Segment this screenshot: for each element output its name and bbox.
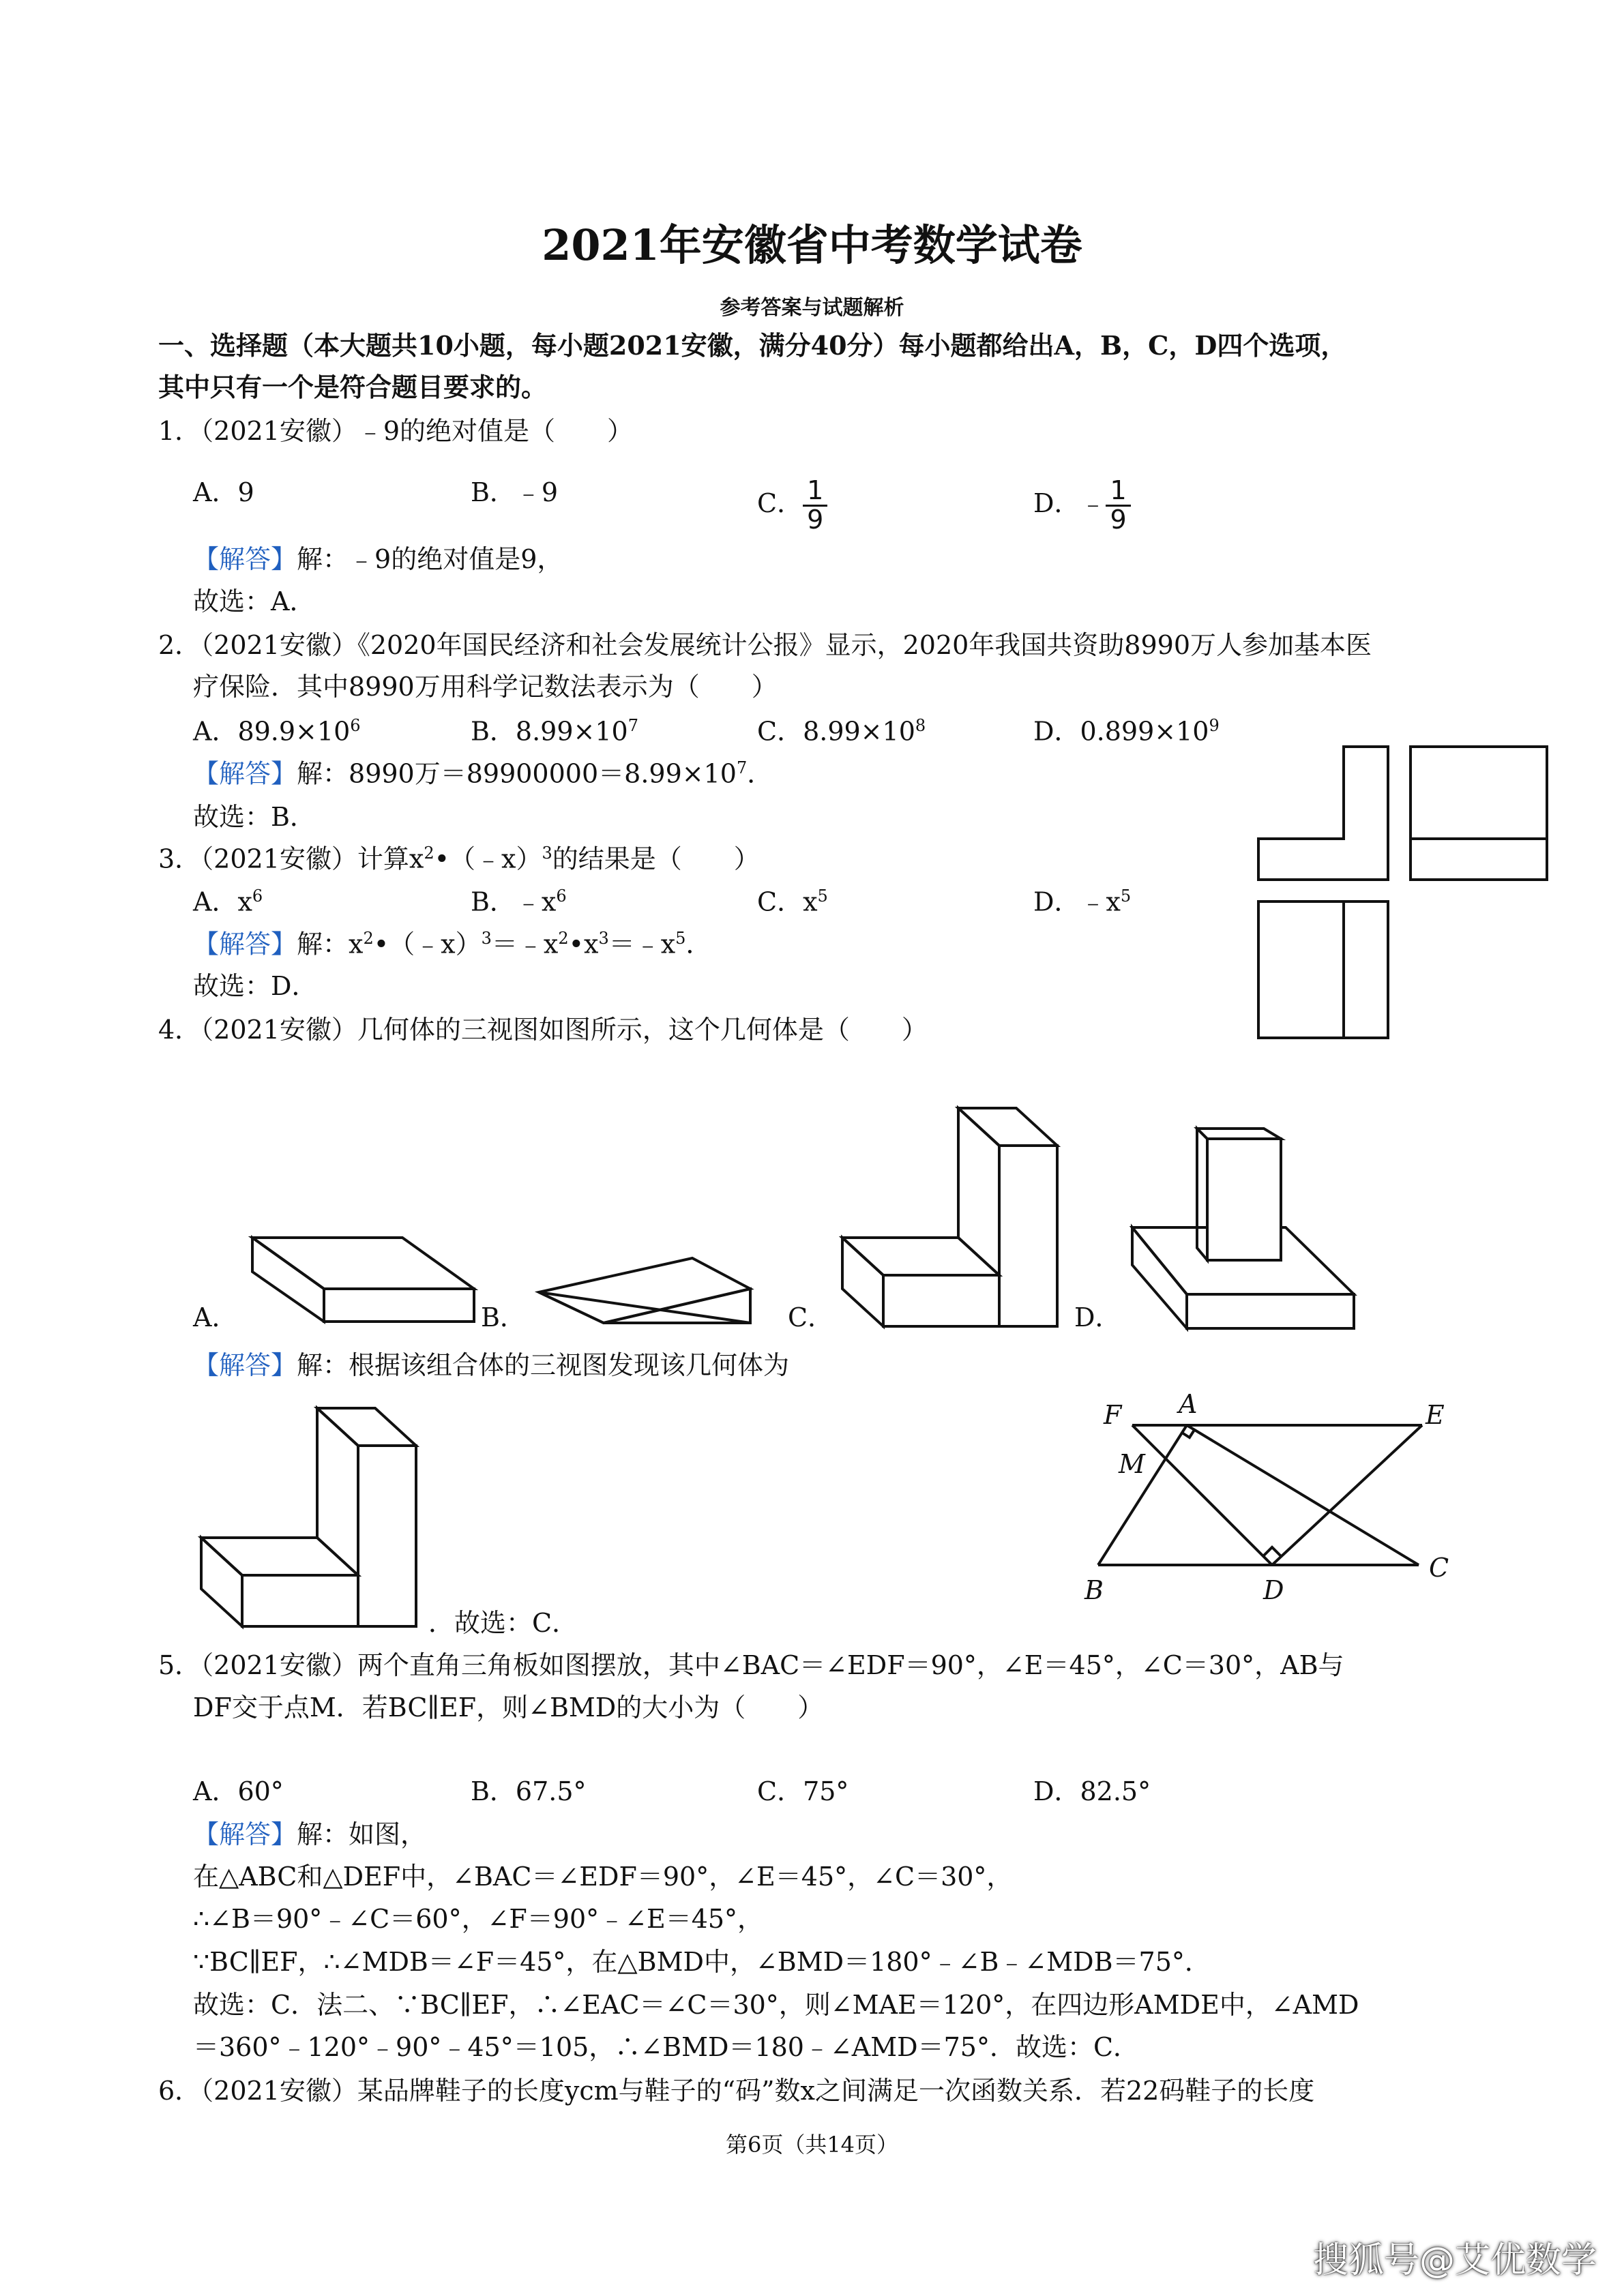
l-base-front	[883, 1275, 999, 1326]
q5-stem-line1: 5．（2021安徽）两个直角三角板如图摆放，其中∠BAC＝∠EDF＝90°，∠E＝45°，∠C＝30°，AB与	[158, 1650, 1344, 1680]
q3-stem-c: 的结果是（ ）	[552, 844, 760, 874]
side-view	[1411, 747, 1547, 880]
answer-base-top	[201, 1538, 358, 1575]
q1-stem: 1．（2021安徽）﹣9的绝对值是（ ）	[158, 416, 634, 446]
q3-stem-a: 3．（2021安徽）计算x	[158, 844, 424, 874]
q5-option-b: B．67.5°	[471, 1776, 587, 1806]
l-base-side	[842, 1238, 883, 1326]
q3-option-d	[1033, 886, 1131, 918]
fraction-numerator: 1	[1106, 477, 1130, 507]
q4-solution-text: 解：根据该组合体的三视图发现该几何体为	[297, 1350, 790, 1380]
q3-solution	[193, 929, 711, 960]
q2-choice: 故选：B．	[193, 802, 316, 832]
q6-stem: 6．（2021安徽）某品牌鞋子的长度ycm与鞋子的“码”数x之间满足一次函数关系．若22码鞋子的长度	[158, 2076, 1315, 2106]
q3-option-b-base: B．﹣x	[471, 886, 557, 917]
q1-option-b: B．﹣9	[471, 477, 559, 507]
q2-option-c-exp: 8	[915, 716, 926, 735]
q3-option-d-base: D．﹣x	[1033, 886, 1121, 917]
q5-geometry-figure	[1084, 1389, 1466, 1609]
q5-option-c: C．75°	[757, 1776, 849, 1806]
q3-sol-exp2: 2	[363, 929, 374, 948]
label-e: E	[1426, 1400, 1445, 1430]
q4-option-d-figure	[1129, 1125, 1361, 1330]
q3-option-b	[471, 886, 567, 918]
q1-choice: 故选：A．	[193, 586, 316, 616]
q5-option-d: D．82.5°	[1033, 1776, 1151, 1806]
answer-upright-top	[317, 1408, 416, 1446]
q2-option-b-base: B．8.99×10	[471, 716, 628, 747]
q2-solution-exp: 7	[736, 758, 748, 777]
page-subtitle: 参考答案与试题解析	[720, 296, 904, 320]
q1-option-c	[757, 477, 827, 534]
q5-solution-line5: 故选：C．法二、∵BC∥EF，∴∠EAC＝∠C＝30°，则∠MAE＝120°，在四边形AMDE中，∠AMD	[193, 1990, 1359, 2020]
q5-solution-line1	[193, 1819, 426, 1851]
section-heading-line2: 其中只有一个是符合题目要求的。	[158, 372, 548, 402]
q3-exp-2: 2	[424, 844, 434, 863]
q1-option-d-fraction	[1106, 477, 1130, 534]
q4-option-c-label: C．	[788, 1302, 834, 1332]
answer-tag: 【解答】	[193, 1819, 297, 1849]
three-view-figure	[1255, 743, 1555, 1043]
answer-tag: 【解答】	[193, 1350, 297, 1380]
q3-option-c-exp: 5	[817, 886, 828, 906]
q5-solution-line6: ＝360°﹣120°﹣90°﹣45°＝105，∴∠BMD＝180﹣∠AMD＝75°．故选：C．	[193, 2032, 1140, 2062]
q3-option-c-base: C．x	[757, 886, 818, 917]
segment-ed	[1272, 1425, 1422, 1565]
slab-top	[252, 1238, 474, 1289]
q1-option-a: A．9	[193, 477, 254, 507]
q2-option-d-exp: 9	[1209, 716, 1220, 735]
q3-option-d-exp: 5	[1120, 886, 1132, 906]
label-f: F	[1104, 1400, 1122, 1430]
q2-option-c	[757, 716, 926, 747]
q3-option-a-base: A．x	[193, 886, 252, 917]
q2-solution	[193, 758, 773, 790]
q5-solution-line2: 在△ABC和△DEF中，∠BAC＝∠EDF＝90°，∠E＝45°，∠C＝30°，	[193, 1862, 1013, 1892]
answer-tag: 【解答】	[193, 544, 297, 574]
q4-option-a-figure	[249, 1234, 474, 1330]
front-view	[1258, 747, 1388, 880]
q4-solution	[193, 1350, 789, 1382]
q4-option-c-figure	[839, 1105, 1071, 1330]
answer-upright-front	[358, 1446, 416, 1626]
base-front	[1187, 1294, 1354, 1328]
section-heading-line1: 一、选择题（本大题共10小题，每小题2021安徽，满分40分）每小题都给出A，B，C，D四个选项，	[158, 330, 1347, 361]
q2-option-b	[471, 716, 638, 747]
column-front	[1207, 1139, 1281, 1260]
q3-stem	[158, 844, 760, 875]
q1-option-c-fraction	[803, 477, 827, 534]
label-d: D	[1263, 1575, 1284, 1605]
fraction-denominator: 9	[807, 504, 824, 535]
q2-option-d	[1033, 716, 1220, 747]
q4-option-d-label: D．	[1074, 1302, 1121, 1332]
q1-solution-text: 解：﹣9的绝对值是9，	[297, 544, 563, 574]
slab-side	[252, 1238, 324, 1322]
answer-base-front	[242, 1575, 358, 1626]
q1-option-d	[1033, 477, 1131, 534]
q3-sol-exp5: 5	[675, 929, 686, 948]
q3-choice: 故选：D．	[193, 971, 318, 1001]
q3-stem-b: •（﹣x）	[434, 844, 542, 874]
right-angle-d	[1263, 1547, 1281, 1556]
q3-option-a-exp: 6	[252, 886, 263, 906]
label-a: A	[1179, 1389, 1198, 1419]
q5-stem-line2: DF交于点M．若BC∥EF，则∠BMD的大小为（ ）	[193, 1693, 824, 1723]
q3-sol-a: 解：x	[297, 929, 364, 959]
q3-sol-d: •x	[568, 929, 599, 959]
q2-stem-line1: 2．（2021安徽）《2020年国民经济和社会发展统计公报》显示，2020年我国共资助8990万人参加基本医	[158, 630, 1372, 660]
q4-option-b-figure	[535, 1255, 761, 1330]
fraction-numerator: 1	[803, 477, 827, 507]
l-upright-front	[999, 1146, 1057, 1326]
q2-option-d-base: D．0.899×10	[1033, 716, 1209, 747]
l-upright-side	[958, 1108, 999, 1275]
q1-option-d-label: D．﹣	[1033, 488, 1106, 518]
l-base-top	[842, 1238, 999, 1275]
segment-ab	[1098, 1425, 1187, 1565]
fraction-denominator: 9	[1110, 504, 1127, 535]
q2-option-a-exp: 6	[350, 716, 361, 735]
q2-option-a	[193, 716, 361, 747]
q3-sol-exp3: 3	[481, 929, 492, 948]
q2-solution-base: 解：8990万＝89900000＝8.99×10	[297, 758, 737, 789]
q2-option-b-exp: 7	[628, 716, 639, 735]
l-upright-top	[958, 1108, 1057, 1146]
q2-option-c-base: C．8.99×10	[757, 716, 915, 747]
q4-option-a-label: A．	[193, 1302, 238, 1332]
q5-solution-intro: 解：如图，	[297, 1819, 427, 1849]
q4-choice: ．故选：C．	[428, 1608, 578, 1638]
q4-option-b-label: B．	[481, 1302, 526, 1332]
answer-upright-side	[317, 1408, 358, 1575]
q2-option-a-base: A．89.9×10	[193, 716, 351, 747]
segment-ac	[1187, 1425, 1419, 1565]
q3-sol-f: ．	[685, 929, 712, 959]
q5-solution-line4: ∵BC∥EF，∴∠MDB＝∠F＝45°，在△BMD中，∠BMD＝180°﹣∠B﹣∠MDB＝75°．	[193, 1947, 1211, 1977]
q5-solution-line3: ∴∠B＝90°﹣∠C＝60°，∠F＝90°﹣∠E＝45°，	[193, 1904, 764, 1934]
q1-solution	[193, 544, 563, 576]
q3-sol-e: ＝﹣x	[608, 929, 676, 959]
page-title: 2021年安徽省中考数学试卷	[542, 220, 1082, 270]
q3-sol-b: •（﹣x）	[373, 929, 482, 959]
q5-option-a: A．60°	[193, 1776, 284, 1806]
q3-option-a	[193, 886, 263, 918]
q3-option-b-exp: 6	[556, 886, 567, 906]
q2-solution-end: ．	[747, 758, 773, 789]
segment-fd	[1132, 1425, 1272, 1565]
q4-answer-figure	[198, 1405, 430, 1630]
q3-exp-3: 3	[542, 844, 552, 863]
q3-sol-exp2b: 2	[558, 929, 569, 948]
q3-option-c	[757, 886, 828, 918]
label-c: C	[1429, 1553, 1449, 1583]
watermark: 搜狐号@艾优数学	[1312, 2240, 1597, 2281]
label-b: B	[1084, 1575, 1104, 1605]
top-view	[1258, 901, 1388, 1038]
column-top	[1197, 1129, 1281, 1139]
q4-stem: 4．（2021安徽）几何体的三视图如图所示，这个几何体是（ ）	[158, 1015, 928, 1045]
base-side	[1132, 1227, 1187, 1328]
column-side	[1197, 1129, 1207, 1260]
q1-option-c-label: C．	[757, 488, 803, 518]
answer-tag: 【解答】	[193, 929, 297, 959]
slab-front	[324, 1289, 474, 1322]
q3-sol-c: ＝﹣x	[491, 929, 559, 959]
q2-stem-line2: 疗保险．其中8990万用科学记数法表示为（ ）	[193, 672, 778, 702]
q3-sol-exp3b: 3	[598, 929, 609, 948]
answer-base-side	[201, 1538, 242, 1626]
page-footer: 第6页（共14页）	[725, 2132, 899, 2158]
answer-tag: 【解答】	[193, 758, 297, 789]
label-m: M	[1119, 1449, 1145, 1479]
